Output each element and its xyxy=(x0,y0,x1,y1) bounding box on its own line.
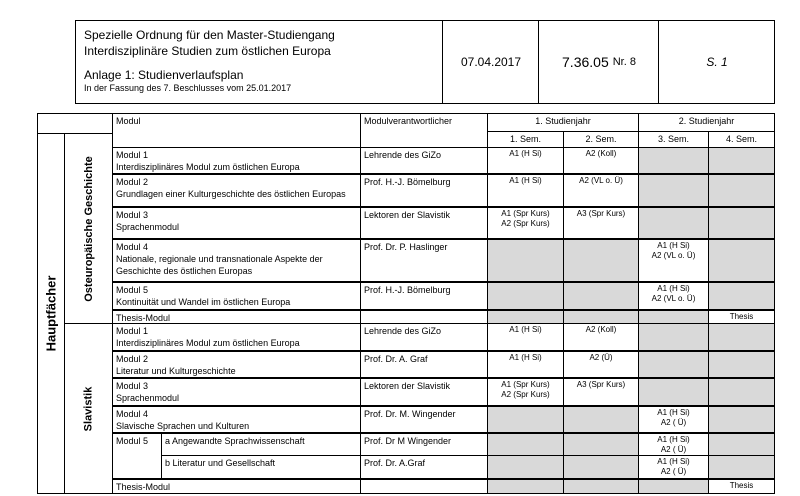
g1-row5-modul: Modul 5 Kontinuität und Wandel im östlichen Europa xyxy=(112,282,361,310)
g2-row1-sem3 xyxy=(638,323,709,351)
g2-row4-sem2 xyxy=(563,406,639,433)
g2-thesis-sem1 xyxy=(487,479,564,494)
g2-row5b-sem1 xyxy=(487,455,564,479)
g2-row1-modul: Modul 1 Interdisziplinäres Modul zum östlichen Europa xyxy=(112,323,361,351)
col-header-sem4: 4. Sem. xyxy=(708,131,775,148)
g2-row1-sem2: A2 (Koll) xyxy=(563,323,639,351)
g1-row3-sem2: A3 (Spr Kurs) xyxy=(563,207,639,239)
header-line1: Spezielle Ordnung für den Master-Studiengang xyxy=(84,28,335,42)
g1-row5-responsible: Prof. H.-J. Bömelburg xyxy=(360,282,488,310)
g1-row3-responsible: Lektoren der Slavistik xyxy=(360,207,488,239)
g2-row3-sem2: A3 (Spr Kurs) xyxy=(563,378,639,406)
header-date-cell xyxy=(442,21,539,103)
g2-thesis-responsible xyxy=(360,479,488,494)
header-number-suffix: Nr. 8 xyxy=(612,56,636,68)
header-title xyxy=(84,27,439,93)
g1-row1-sem4 xyxy=(708,147,775,174)
g1-row2-sem1: A1 (H Si) xyxy=(487,174,564,207)
g1-row3-modul: Modul 3 Sprachenmodul xyxy=(112,207,361,239)
group1-label: Osteuropäische Geschichte xyxy=(82,155,95,302)
g2-row5a-title: a Angewandte Sprachwissenschaft xyxy=(161,433,361,456)
g2-row4-modul: Modul 4 Slavische Sprachen und Kulturen xyxy=(112,406,361,433)
col-header-year2: 2. Studienjahr xyxy=(638,113,775,132)
g2-row5b-responsible: Prof. Dr. A.Graf xyxy=(360,455,488,479)
g2-row2-sem3 xyxy=(638,351,709,378)
g1-row1-responsible: Lehrende des GiZo xyxy=(360,147,488,174)
g2-row5a-sem3: A1 (H Si) A2 ( Ü) xyxy=(638,433,709,456)
g1-row6-sem2 xyxy=(563,310,639,324)
g2-row5b-sem4 xyxy=(708,455,775,479)
g1-row5-sem2 xyxy=(563,282,639,310)
g2-row5a-sem1 xyxy=(487,433,564,456)
header-number-main: 7.36.05 xyxy=(562,54,609,70)
g1-row4-sem3: A1 (H Si) A2 (VL o. Ü) xyxy=(638,239,709,282)
g2-row5b-title: b Literatur und Gesellschaft xyxy=(161,455,361,479)
g2-row4-sem4 xyxy=(708,406,775,433)
col-header-year1: 1. Studienjahr xyxy=(487,113,639,132)
header-date: 07.04.2017 xyxy=(460,55,522,69)
g1-row5-sem3: A1 (H Si) A2 (VL o. Ü) xyxy=(638,282,709,310)
g1-row1-sem3 xyxy=(638,147,709,174)
g1-row5-sem1 xyxy=(487,282,564,310)
g1-row5-sem4 xyxy=(708,282,775,310)
g1-row2-modul: Modul 2 Grundlagen einer Kulturgeschichte des östlichen Europas xyxy=(112,174,361,207)
g1-row4-sem4 xyxy=(708,239,775,282)
g2-row5a-responsible: Prof. Dr M Wingender xyxy=(360,433,488,456)
g2-row3-sem4 xyxy=(708,378,775,406)
g2-row5-label: Modul 5 xyxy=(112,433,162,479)
g1-row6-responsible xyxy=(360,310,488,324)
g1-row1-sem1: A1 (H Si) xyxy=(487,147,564,174)
col-header-sem2: 2. Sem. xyxy=(563,131,639,148)
g2-thesis-modul: Thesis-Modul xyxy=(112,479,361,494)
study-plan-table xyxy=(37,113,775,494)
g1-row4-modul: Modul 4 Nationale, regionale und transnationale Aspekte der Geschichte des östlichen Europas xyxy=(112,239,361,282)
header-line2: Interdisziplinäre Studien zum östlichen Europa xyxy=(84,44,331,58)
g2-row5a-sem4 xyxy=(708,433,775,456)
g2-row1-sem4 xyxy=(708,323,775,351)
document-header xyxy=(75,20,775,104)
header-number-cell xyxy=(538,21,659,103)
g1-row6-sem1 xyxy=(487,310,564,324)
g2-row4-responsible: Prof. Dr. M. Wingender xyxy=(360,406,488,433)
g1-row4-responsible: Prof. Dr. P. Haslinger xyxy=(360,239,488,282)
g2-row2-sem1: A1 (H Si) xyxy=(487,351,564,378)
g1-row2-sem3 xyxy=(638,174,709,207)
header-page-cell xyxy=(658,21,775,103)
g1-row2-sem2: A2 (VL o. Ü) xyxy=(563,174,639,207)
g2-row1-responsible: Lehrende des GiZo xyxy=(360,323,488,351)
col-header-sem3: 3. Sem. xyxy=(638,131,709,148)
group2-label: Slavistik xyxy=(82,386,95,431)
g1-row4-sem2 xyxy=(563,239,639,282)
g1-row6-sem3 xyxy=(638,310,709,324)
g1-row6-modul: Thesis-Modul xyxy=(112,310,361,324)
header-line3: Anlage 1: Studienverlaufsplan xyxy=(84,68,244,82)
g2-row4-sem3: A1 (H Si) A2 ( Ü) xyxy=(638,406,709,433)
header-line4: In der Fassung des 7. Beschlusses vom 25.01.2017 xyxy=(84,83,292,93)
g2-row5b-sem2 xyxy=(563,455,639,479)
g2-row3-sem1: A1 (Spr Kurs) A2 (Spr Kurs) xyxy=(487,378,564,406)
g1-row3-sem3 xyxy=(638,207,709,239)
g1-row2-responsible: Prof. H.-J. Bömelburg xyxy=(360,174,488,207)
g1-row2-sem4 xyxy=(708,174,775,207)
corner-cell xyxy=(37,113,113,134)
col-header-verantw: Modulverantwortlicher xyxy=(360,113,488,148)
g2-row5a-sem2 xyxy=(563,433,639,456)
hauptfaecher-label: Hauptfächer xyxy=(43,275,59,352)
g2-row4-sem1 xyxy=(487,406,564,433)
g2-thesis-sem3 xyxy=(638,479,709,494)
g2-row2-responsible: Prof. Dr. A. Graf xyxy=(360,351,488,378)
g1-row1-modul: Modul 1 Interdisziplinäres Modul zum östlichen Europa xyxy=(112,147,361,174)
g2-row1-sem1: A1 (H Si) xyxy=(487,323,564,351)
g1-row1-sem2: A2 (Koll) xyxy=(563,147,639,174)
g2-row3-sem3 xyxy=(638,378,709,406)
g1-row4-sem1 xyxy=(487,239,564,282)
g1-row3-sem1: A1 (Spr Kurs) A2 (Spr Kurs) xyxy=(487,207,564,239)
g2-row3-responsible: Lektoren der Slavistik xyxy=(360,378,488,406)
g2-thesis-sem2 xyxy=(563,479,639,494)
g2-row5b-sem3: A1 (H Si) A2 ( Ü) xyxy=(638,455,709,479)
col-header-sem1: 1. Sem. xyxy=(487,131,564,148)
g2-row3-modul: Modul 3 Sprachenmodul xyxy=(112,378,361,406)
g1-row6-sem4: Thesis xyxy=(708,310,775,324)
g2-row2-sem2: A2 (Ü) xyxy=(563,351,639,378)
g2-row2-modul: Modul 2 Literatur und Kulturgeschichte xyxy=(112,351,361,378)
g2-thesis-sem4: Thesis xyxy=(708,479,775,494)
header-page: S. 1 xyxy=(706,55,728,69)
g1-row3-sem4 xyxy=(708,207,775,239)
g2-row2-sem4 xyxy=(708,351,775,378)
col-header-modul: Modul xyxy=(112,113,361,148)
